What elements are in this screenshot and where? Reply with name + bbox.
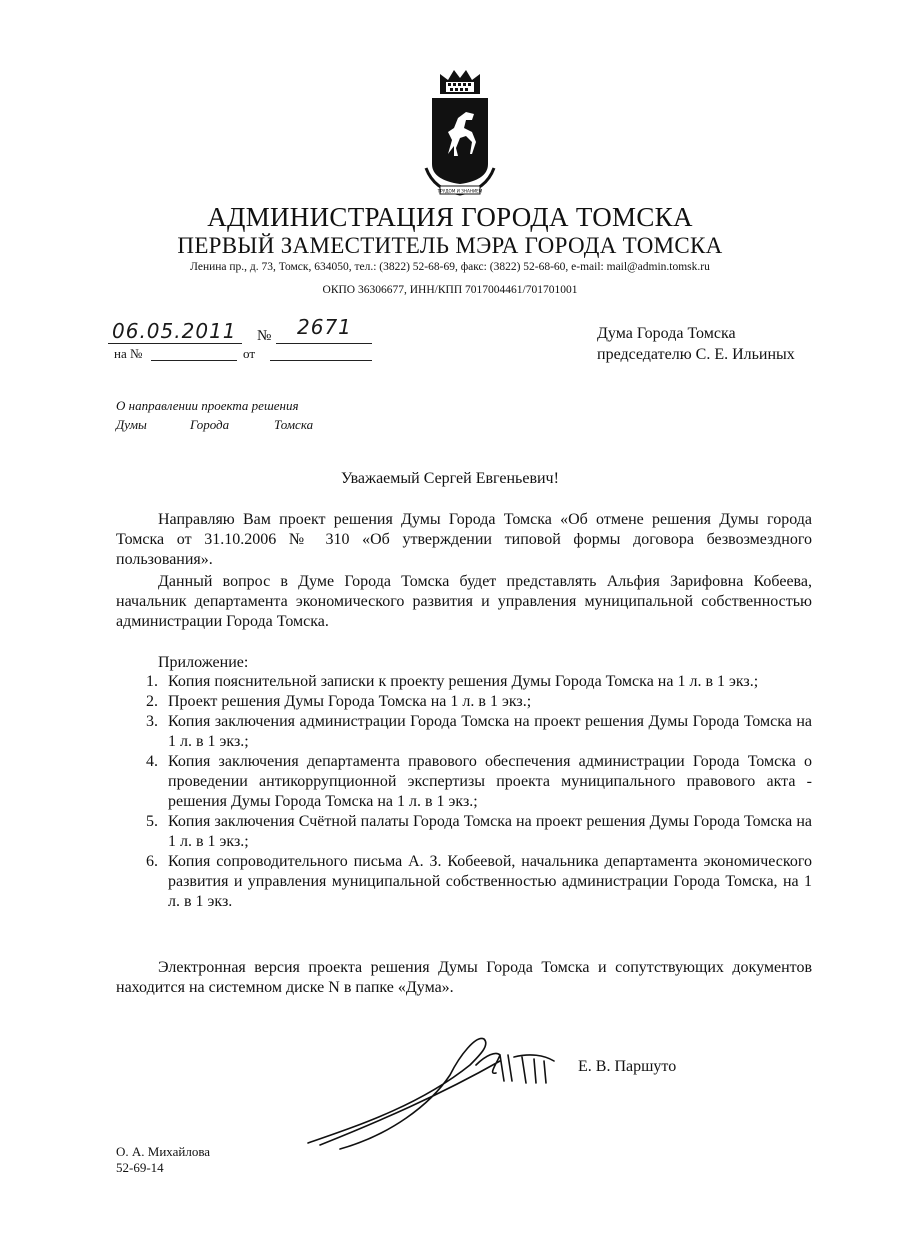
letter-subject bbox=[116, 396, 313, 434]
signer-name: Е. В. Паршуто bbox=[578, 1058, 677, 1075]
from-label: от bbox=[243, 346, 256, 361]
subject-word-2: Города bbox=[190, 417, 230, 432]
organization-title: АДМИНИСТРАЦИЯ ГОРОДА ТОМСКА bbox=[207, 202, 693, 232]
executor-name: О. А. Михайлова bbox=[116, 1144, 211, 1159]
tomsk-coat-of-arms-emblem bbox=[418, 68, 502, 200]
appendix-item: 1. Копия пояснительной записки к проекту решения Думы Города Томска на 1 л. в 1 экз.; bbox=[146, 673, 759, 690]
from-underline bbox=[270, 360, 372, 361]
subject-word-3: Томска bbox=[274, 417, 314, 432]
appendix-item: 5. Копия заключения Счётной палаты Города Томска на проект решения Думы Города Томска на 1 л. в 1 экз.; bbox=[146, 813, 812, 850]
handwritten-date: 06.05.2011 bbox=[112, 319, 237, 343]
executor-block bbox=[116, 1144, 210, 1176]
paragraph-2: Данный вопрос в Думе Города Томска будет представлять Альфия Зарифовна Кобеева, начальник департамента экономического развития и управления муниципальной собственностью администрации Города Томска. bbox=[116, 573, 812, 630]
appendix-item: 3. Копия заключения администрации Города Томска на проект решения Думы Города Томска на 1 л. в 1 экз.; bbox=[146, 713, 812, 750]
addressee-organization: Дума Города Томска bbox=[597, 325, 736, 342]
organization-address: Ленина пр., д. 73, Томск, 634050, тел.: (3822) 52-68-69, факс: (3822) 52-68-60, e-mail: mail@admin.tomsk.ru bbox=[190, 261, 710, 273]
appendix-title: Приложение: bbox=[158, 654, 249, 671]
appendix-item: 2. Проект решения Думы Города Томска на 1 л. в 1 экз.; bbox=[146, 693, 532, 710]
electronic-version-note: Электронная версия проекта решения Думы Города Томска и сопутствующих документов находится на системном диске N в папке «Дума». bbox=[116, 959, 812, 996]
subject-word-1: Думы bbox=[116, 417, 147, 432]
paragraph-1: Направляю Вам проект решения Думы Города Томска «Об отмене решения Думы города Томска от 31.10.2006 № 310 «Об утверждении типовой формы договора безвозмездного пользования». bbox=[116, 511, 812, 568]
reference-underline bbox=[151, 360, 237, 361]
handwritten-signature bbox=[300, 1025, 570, 1155]
appendix-item: 6. Копия сопроводительного письма А. З. Кобеевой, начальника департамента экономического развития и управления муниципальной собственностью администрации Города Томска, на 1 л. в 1 экз. bbox=[146, 853, 812, 910]
date-underline bbox=[108, 343, 242, 344]
executor-phone: 52-69-14 bbox=[116, 1160, 164, 1175]
organization-subtitle: ПЕРВЫЙ ЗАМЕСТИТЕЛЬ МЭРА ГОРОДА ТОМСКА bbox=[177, 233, 723, 258]
handwritten-number: 2671 bbox=[297, 315, 352, 339]
greeting: Уважаемый Сергей Евгеньевич! bbox=[341, 470, 559, 487]
appendix-list bbox=[116, 672, 812, 912]
addressee-person: председателю С. Е. Ильиных bbox=[597, 346, 795, 363]
emblem-motto-text: ТРУДОМ И ЗНАНИЕМ bbox=[437, 188, 483, 194]
number-sign: № bbox=[257, 328, 272, 344]
addressee-block bbox=[597, 323, 795, 365]
number-underline bbox=[276, 343, 372, 344]
appendix-item: 4. Копия заключения департамента правового обеспечения администрации Города Томска о проведении антикоррупционной экспертизы проекта муниципального правового акта - решения Думы Города Томска на 1 л. в 1 экз.; bbox=[146, 753, 812, 810]
subject-line-1: О направлении проекта решения bbox=[116, 398, 299, 413]
organization-requisites: ОКПО 36306677, ИНН/КПП 7017004461/701701001 bbox=[322, 284, 578, 296]
reference-label: на № bbox=[114, 346, 143, 361]
